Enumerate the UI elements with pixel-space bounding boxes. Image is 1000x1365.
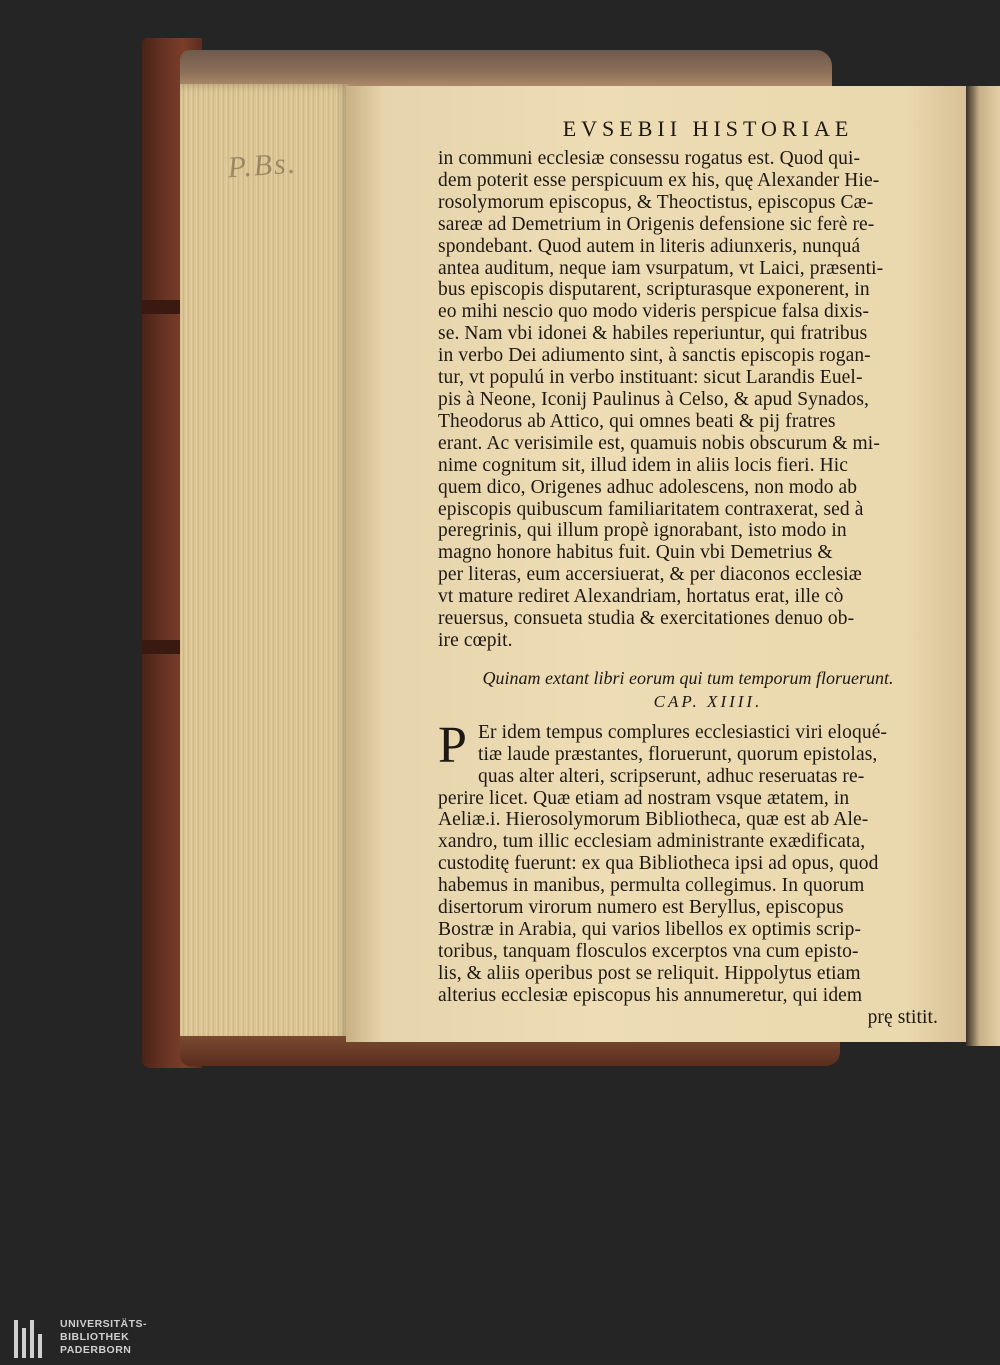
text-line: in communi ecclesiæ consessu rogatus est. Quod qui-	[438, 148, 861, 169]
library-stamp: P.Bs.	[226, 146, 299, 185]
drop-cap: P	[438, 716, 467, 774]
catchword: prę stitit.	[867, 1006, 938, 1028]
text-line: tur, vt populú in verbo instituant: sicut Larandis Euel-	[438, 367, 863, 389]
text-line: per literas, eum accersiuerat, & per diaconos ecclesiæ	[438, 564, 862, 586]
text-line: perire licet. Quæ etiam ad nostram vsque ætatem, in	[438, 787, 850, 809]
text-line: Theodorus ab Attico, qui omnes beati & pij fratres	[438, 410, 836, 432]
text-line: ire cœpit.	[438, 629, 513, 651]
text-line: quas alter alteri, scripserunt, adhuc reseruatas re-	[478, 765, 865, 787]
logo-line-1: UNIVERSITÄTS-	[60, 1318, 148, 1330]
text-line: xandro, tum illic ecclesiam administrante exædificata,	[438, 831, 866, 853]
text-line: antea auditum, neque iam vsurpatum, vt Laici, præsenti-	[438, 257, 884, 279]
text-line: erant. Ac verisimile est, quamuis nobis obscurum & mi-	[438, 432, 880, 454]
page-content	[438, 116, 938, 1029]
logo-line-3: PADERBORN	[60, 1344, 132, 1356]
text-line: episcopis quibuscum familiaritatem contraxerat, sed à	[438, 498, 864, 520]
text-line: nime cognitum sit, illud idem in aliis locis fieri. Hic	[438, 454, 849, 476]
text-line: tiæ laude præstantes, floruerunt, quorum epistolas,	[478, 743, 878, 765]
text-line: Aeliæ.i. Hierosolymorum Bibliotheca, quæ est ab Ale-	[438, 809, 869, 831]
text-line: habemus in manibus, permulta collegimus. In quorum	[438, 875, 865, 897]
text-line: se. Nam vbi idonei & habiles reperiuntur, qui fratribus	[438, 323, 868, 345]
page-edges	[180, 84, 350, 1044]
text-line: sareæ ad Demetrium in Origenis defensione sic ferè re-	[438, 213, 875, 235]
body-text	[438, 148, 938, 652]
text-line: custoditę fuerunt: ex qua Bibliotheca ipsi ad opus, quod	[438, 853, 879, 875]
text-line: peregrinis, qui illum propè ignorabant, isto modo in	[438, 520, 847, 542]
text-line: spondebant. Quod autem in literis adiunxeris, nunquá	[438, 235, 861, 257]
text-line: rosolymorum episcopus, & Theoctistus, episcopus Cæ-	[438, 191, 874, 213]
chapter-title: Quinam extant libri eorum qui tum temporum floruerunt.	[482, 667, 894, 688]
text-line: bus episcopis disputarent, scripturasque exponerent, in	[438, 279, 870, 301]
facing-page-edge	[966, 86, 1000, 1046]
running-head: EVSEBII HISTORIAE	[562, 116, 854, 141]
text-line: dem poterit esse perspicuum ex his, quę Alexander Hie-	[438, 169, 880, 191]
chapter-body	[438, 716, 938, 1029]
chapter-number: CAP. XIIII.	[653, 691, 763, 711]
library-logo	[12, 1318, 162, 1362]
library-logo-icon	[12, 1318, 48, 1360]
text-line: Bostræ in Arabia, qui varios libellos ex optimis scrip-	[438, 919, 862, 940]
text-line: in verbo Dei adiumento sint, à sanctis episcopis rogan-	[438, 345, 871, 367]
text-line: disertorum virorum numero est Beryllus, episcopus	[438, 897, 844, 919]
logo-line-2: BIBLIOTHEK	[60, 1331, 130, 1343]
text-line: toribus, tanquam flosculos excerptos vna cum episto-	[438, 940, 859, 962]
text-line: lis, & aliis operibus post se reliquit. Hippolytus etiam	[438, 962, 861, 984]
text-line: pis à Neone, Iconij Paulinus à Celso, & apud Synados,	[438, 388, 869, 410]
chapter-text	[438, 716, 938, 1007]
text-line: alterius ecclesiæ episcopus his annumeretur, qui idem	[438, 984, 863, 1006]
text-line: magno honore habitus fuit. Quin vbi Demetrius &	[438, 542, 833, 564]
text-line: reuersus, consueta studia & exercitationes denuo ob-	[438, 608, 855, 630]
text-line: eo mihi nescio quo modo videris perspicue falsa dixis-	[438, 301, 870, 323]
text-line: Er idem tempus complures ecclesiastici viri eloqué-	[478, 721, 888, 743]
text-line: quem dico, Origenes adhuc adolescens, non modo ab	[438, 476, 858, 498]
text-line: vt mature rediret Alexandriam, hortatus erat, ille cò	[438, 586, 844, 608]
